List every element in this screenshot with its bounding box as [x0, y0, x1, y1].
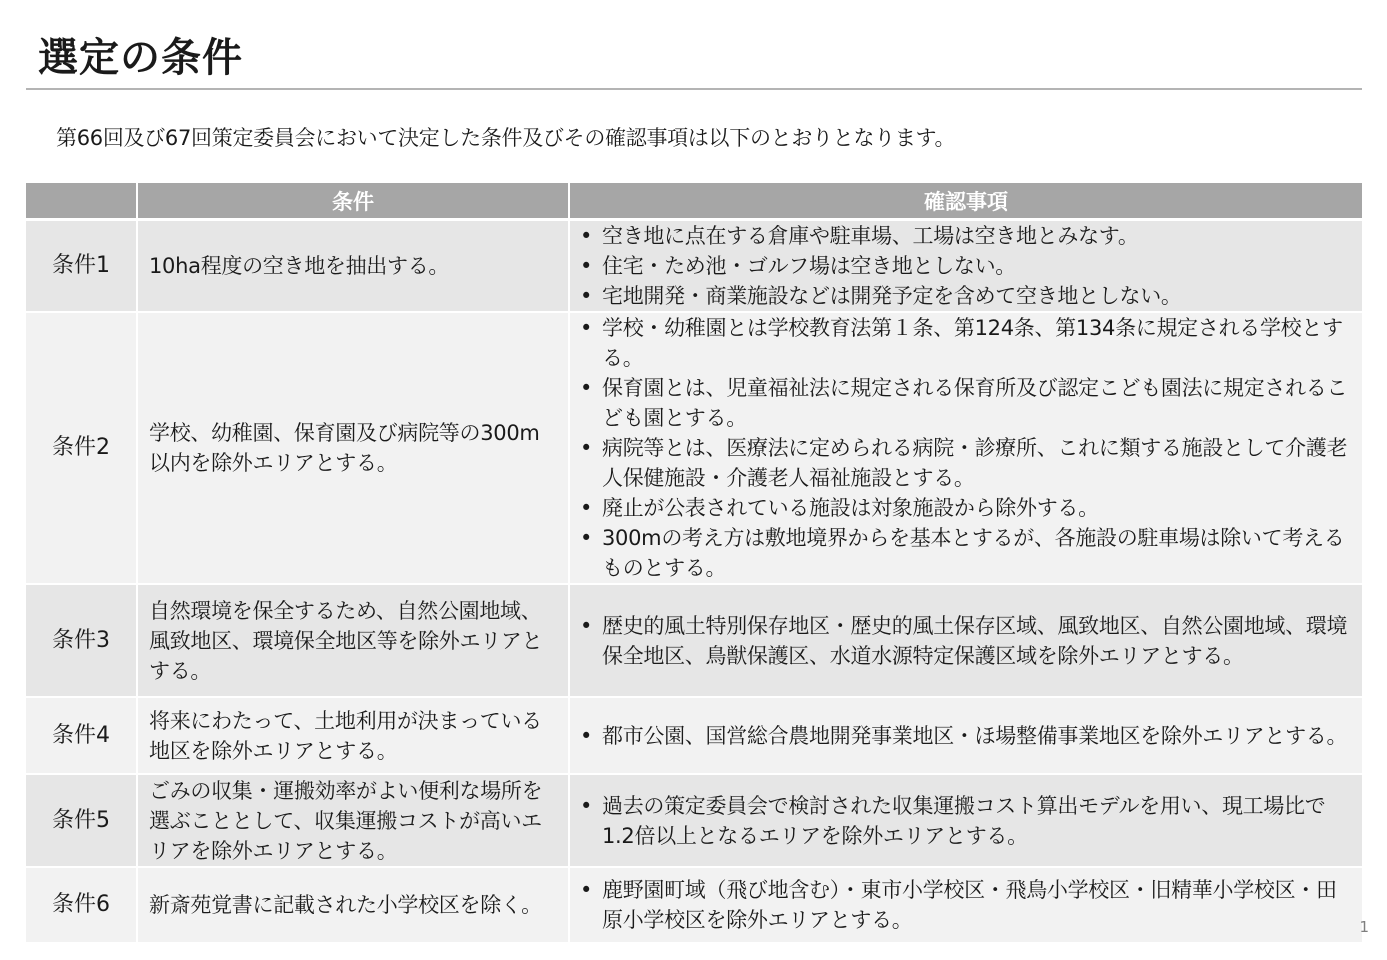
condition-text: 10ha程度の空き地を抽出する。 [138, 221, 570, 313]
table-row [26, 775, 1362, 868]
confirmation-list [578, 875, 1354, 935]
confirmation-cell [570, 698, 1362, 775]
condition-name: 条件2 [26, 313, 138, 585]
confirmation-list [578, 791, 1354, 851]
header-condition: 条件 [138, 183, 570, 221]
page-title: 選定の条件 [38, 35, 243, 81]
confirmation-cell [570, 775, 1362, 868]
table-row [26, 868, 1362, 944]
header-confirmation: 確認事項 [570, 183, 1362, 221]
confirmation-list [578, 221, 1354, 311]
condition-text: 自然環境を保全するため、自然公園地域、風致地区、環境保全地区等を除外エリアとする。 [138, 585, 570, 698]
list-item: • 住宅・ため池・ゴルフ場は空き地としない。 [578, 251, 1354, 281]
list-item: • 宅地開発・商業施設などは開発予定を含めて空き地としない。 [578, 281, 1354, 311]
table-header-row [26, 183, 1362, 221]
page-number: 1 [1359, 918, 1369, 936]
table-row [26, 585, 1362, 698]
list-item: • 300mの考え方は敷地境界からを基本とするが、各施設の駐車場は除いて考えるものとする。 [578, 523, 1354, 583]
condition-name: 条件6 [26, 868, 138, 944]
list-item: • 病院等とは、医療法に定められる病院・診療所、これに類する施設として介護老人保健施設・介護老人福祉施設とする。 [578, 433, 1354, 493]
table-row [26, 221, 1362, 313]
confirmation-list [578, 611, 1354, 671]
condition-text: 学校、幼稚園、保育園及び病院等の300m以内を除外エリアとする。 [138, 313, 570, 585]
list-item: • 廃止が公表されている施設は対象施設から除外する。 [578, 493, 1354, 523]
header-blank [26, 183, 138, 221]
confirmation-cell [570, 313, 1362, 585]
condition-text: 新斎苑覚書に記載された小学校区を除く。 [138, 868, 570, 944]
confirmation-cell [570, 868, 1362, 944]
confirmation-list [578, 313, 1354, 583]
table-row [26, 698, 1362, 775]
list-item: • 空き地に点在する倉庫や駐車場、工場は空き地とみなす。 [578, 221, 1354, 251]
condition-name: 条件5 [26, 775, 138, 868]
condition-text: 将来にわたって、土地利用が決まっている地区を除外エリアとする。 [138, 698, 570, 775]
confirmation-cell [570, 221, 1362, 313]
list-item: • 都市公園、国営総合農地開発事業地区・ほ場整備事業地区を除外エリアとする。 [578, 721, 1354, 751]
table-row [26, 313, 1362, 585]
list-item: • 学校・幼稚園とは学校教育法第１条、第124条、第134条に規定される学校とする。 [578, 313, 1354, 373]
list-item: • 歴史的風土特別保存地区・歴史的風土保存区域、風致地区、自然公園地域、環境保全地区、鳥獣保護区、水道水源特定保護区域を除外エリアとする。 [578, 611, 1354, 671]
condition-text: ごみの収集・運搬効率がよい便利な場所を選ぶこととして、収集運搬コストが高いエリアを除外エリアとする。 [138, 775, 570, 868]
confirmation-list [578, 721, 1354, 751]
condition-name: 条件1 [26, 221, 138, 313]
intro-text: 第66回及び67回策定委員会において決定した条件及びその確認事項は以下のとおりとなります。 [56, 126, 956, 150]
confirmation-cell [570, 585, 1362, 698]
condition-name: 条件3 [26, 585, 138, 698]
list-item: • 過去の策定委員会で検討された収集運搬コスト算出モデルを用い、現工場比で1.2倍以上となるエリアを除外エリアとする。 [578, 791, 1354, 851]
title-divider [26, 88, 1362, 90]
list-item: • 保育園とは、児童福祉法に規定される保育所及び認定こども園法に規定されるこども園とする。 [578, 373, 1354, 433]
condition-name: 条件4 [26, 698, 138, 775]
conditions-table [26, 183, 1362, 944]
list-item: • 鹿野園町域（飛び地含む）・東市小学校区・飛鳥小学校区・旧精華小学校区・田原小学校区を除外エリアとする。 [578, 875, 1354, 935]
